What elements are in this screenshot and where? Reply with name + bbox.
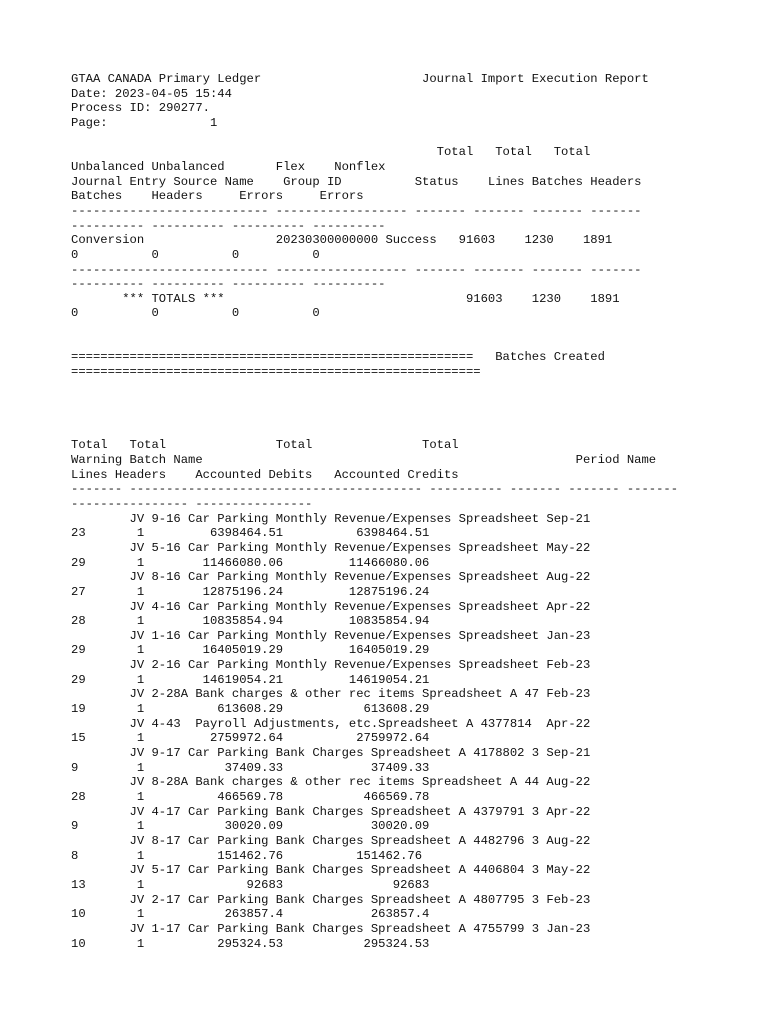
blank-line [71,321,678,336]
batch-name-line: JV 4-43 Payroll Adjustments, etc.Spreadsheet A 4377814 Apr-22 [71,716,591,731]
blank-line [71,380,678,395]
report-date-line: Date: 2023-04-05 15:44 [71,86,232,101]
batches-header-line: Total Total Total Total [71,438,459,453]
batch-values-line: 13 1 92683 92683 [71,877,430,892]
summary-header-line: Total Total Total [71,145,591,160]
batch-values-line: 23 1 6398464.51 6398464.51 [71,526,430,541]
batch-name-line: JV 8-17 Car Parking Bank Charges Spreadsheet A 4482796 3 Aug-22 [71,834,591,849]
summary-header-line: Journal Entry Source Name Group ID Status Lines Batches Headers [71,174,642,189]
batch-values-line: 9 1 37409.33 37409.33 [71,760,430,775]
blank-line [71,409,678,424]
summary-row-line: Conversion 20230300000000 Success 91603 1230 1891 [71,233,613,248]
batch-values-line: 29 1 14619054.21 14619054.21 [71,672,430,687]
batches-header-line: Lines Headers Accounted Debits Accounted Credits [71,467,459,482]
separator-line: --------------------------- ------------------ ------- ------- ------- ------- [71,203,642,218]
batch-name-line: JV 9-16 Car Parking Monthly Revenue/Expenses Spreadsheet Sep-21 [71,511,591,526]
batch-values-line: 8 1 151462.76 151462.76 [71,848,423,863]
totals-row-line: 0 0 0 0 [71,306,320,321]
blank-line [71,424,678,439]
separator-line: ---------- ---------- ---------- ---------- [71,218,386,233]
batch-values-line: 10 1 295324.53 295324.53 [71,936,430,951]
separator-line: ---------------- ---------------- [71,496,313,511]
report-header-line: GTAA CANADA Primary Ledger Journal Import Execution Report [71,72,649,86]
batch-values-line: 19 1 613608.29 613608.29 [71,702,430,717]
blank-line [71,394,678,409]
batch-name-line: JV 8-28A Bank charges & other rec items Spreadsheet A 44 Aug-22 [71,775,591,790]
report-process-id-line: Process ID: 290277. [71,101,210,116]
section-banner-line: ======================================================== [71,365,481,380]
report-page-line: Page: 1 [71,115,218,130]
batch-name-line: JV 9-17 Car Parking Bank Charges Spreadsheet A 4178802 3 Sep-21 [71,746,591,761]
batches-header-line: Warning Batch Name Period Name [71,452,657,467]
batch-name-line: JV 5-16 Car Parking Monthly Revenue/Expenses Spreadsheet May-22 [71,540,591,555]
summary-header-line: Batches Headers Errors Errors [71,189,364,204]
batch-name-line: JV 2-16 Car Parking Monthly Revenue/Expenses Spreadsheet Feb-23 [71,658,591,673]
separator-line: ---------- ---------- ---------- ---------- [71,277,386,292]
separator-line: ------- ---------------------------------------- ---------- ------- ------- ------- [71,482,679,497]
batch-name-line: JV 8-16 Car Parking Monthly Revenue/Expenses Spreadsheet Aug-22 [71,570,591,585]
batch-values-line: 15 1 2759972.64 2759972.64 [71,731,430,746]
batch-name-line: JV 2-17 Car Parking Bank Charges Spreadsheet A 4807795 3 Feb-23 [71,892,591,907]
summary-row-line: 0 0 0 0 [71,247,320,262]
batch-values-line: 27 1 12875196.24 12875196.24 [71,584,430,599]
batch-name-line: JV 4-17 Car Parking Bank Charges Spreadsheet A 4379791 3 Apr-22 [71,804,591,819]
batch-name-line: JV 5-17 Car Parking Bank Charges Spreadsheet A 4406804 3 May-22 [71,863,591,878]
batch-values-line: 9 1 30020.09 30020.09 [71,819,430,834]
journal-import-report [71,72,678,951]
batch-name-line: JV 1-17 Car Parking Bank Charges Spreadsheet A 4755799 3 Jan-23 [71,921,591,936]
batch-name-line: JV 2-28A Bank charges & other rec items Spreadsheet A 47 Feb-23 [71,687,591,702]
batch-values-line: 28 1 466569.78 466569.78 [71,790,430,805]
totals-row-line: *** TOTALS *** 91603 1230 1891 [71,291,620,306]
batch-values-line: 29 1 11466080.06 11466080.06 [71,555,430,570]
blank-line [71,131,678,146]
batch-values-line: 10 1 263857.4 263857.4 [71,907,430,922]
batch-name-line: JV 1-16 Car Parking Monthly Revenue/Expenses Spreadsheet Jan-23 [71,628,591,643]
section-banner-line: ======================================================= Batches Created [71,350,605,365]
batch-name-line: JV 4-16 Car Parking Monthly Revenue/Expenses Spreadsheet Apr-22 [71,599,591,614]
blank-line [71,336,678,351]
batch-values-line: 29 1 16405019.29 16405019.29 [71,643,430,658]
batch-values-line: 28 1 10835854.94 10835854.94 [71,614,430,629]
summary-header-line: Unbalanced Unbalanced Flex Nonflex [71,159,386,174]
separator-line: --------------------------- ------------------ ------- ------- ------- ------- [71,262,642,277]
